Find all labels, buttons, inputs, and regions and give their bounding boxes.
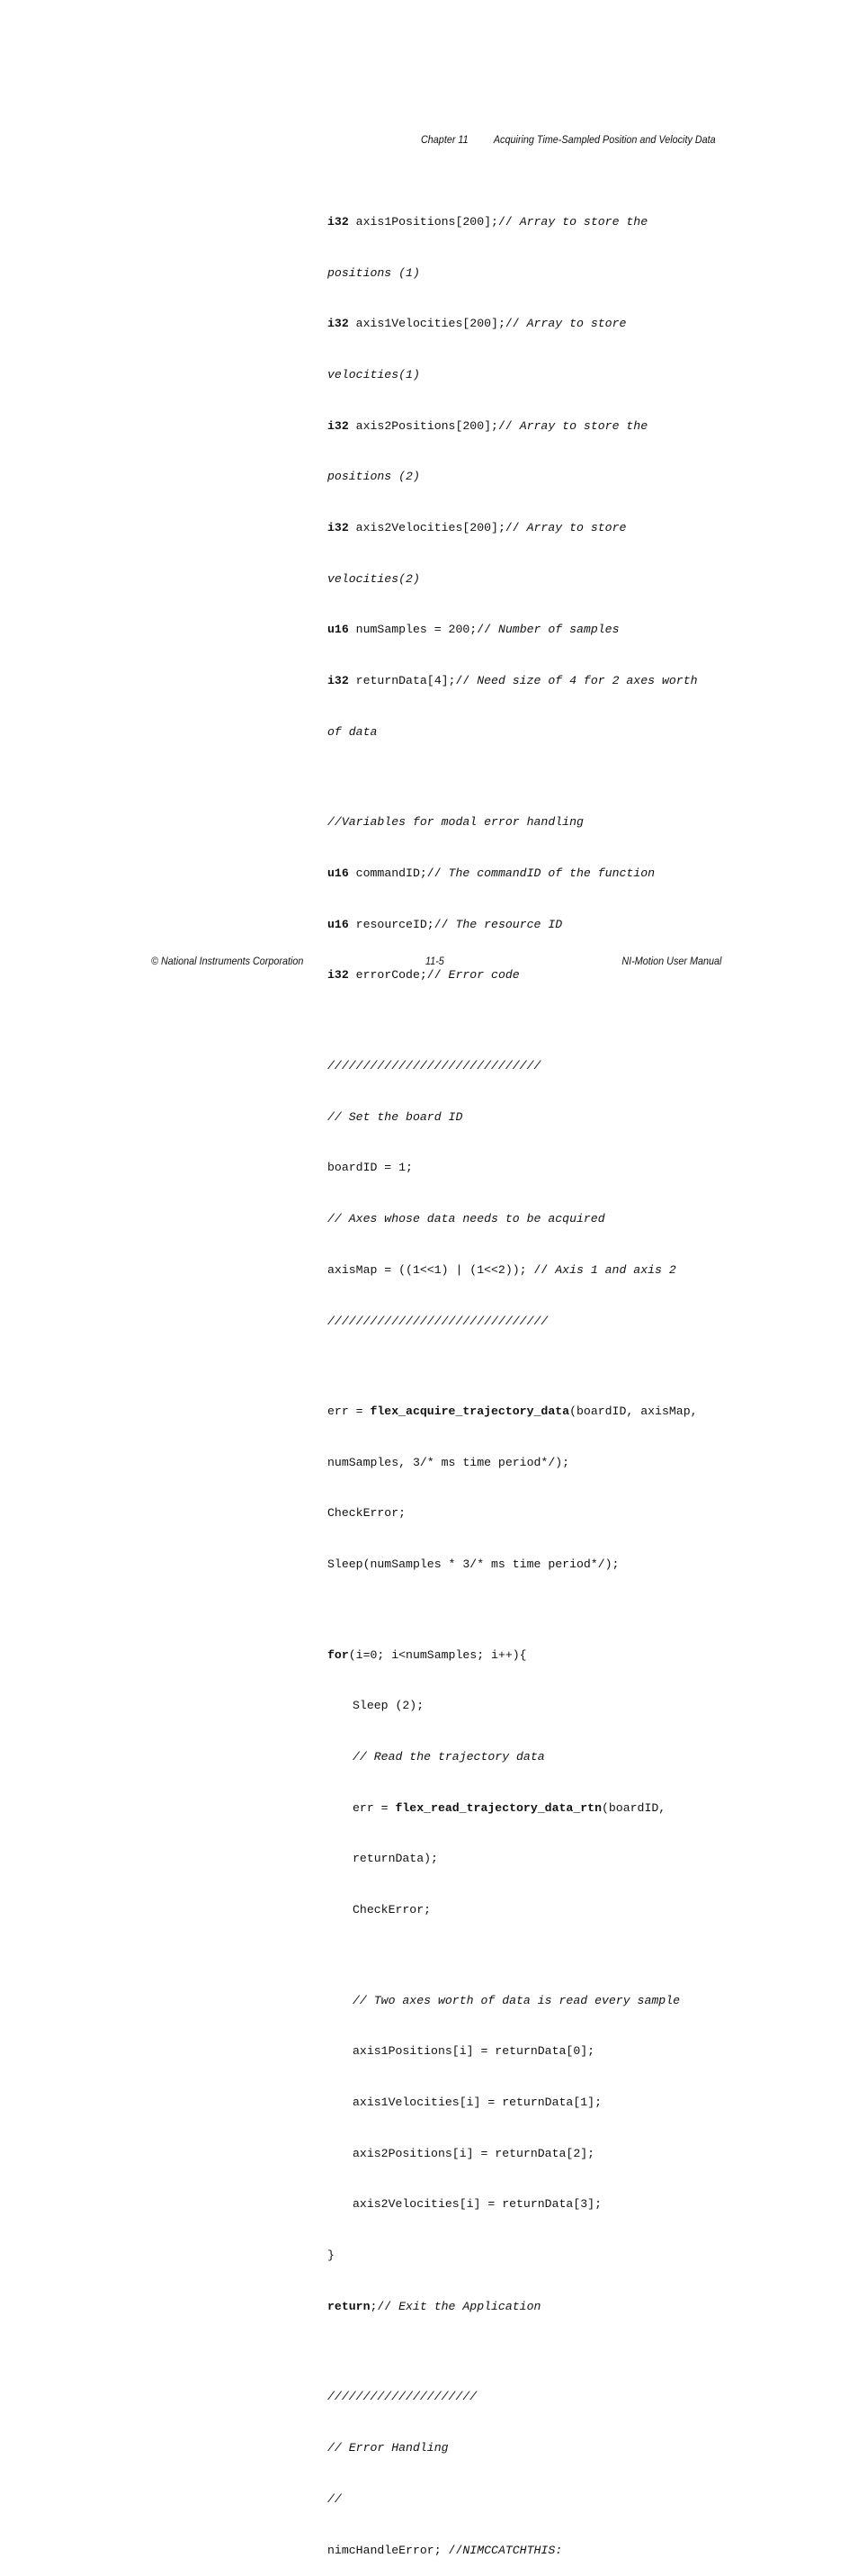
code-line: positions (2): [327, 470, 420, 484]
code-line: of data: [327, 724, 378, 739]
code-line: err = flex_read_trajectory_data_rtn(boardID,: [353, 1800, 666, 1815]
running-header: [421, 133, 716, 146]
code-line: i32 axis1Positions[200];// Array to store the: [327, 214, 648, 229]
code-line: /////////////////////: [327, 2390, 478, 2404]
code-line: axis2Positions[i] = returnData[2];: [353, 2146, 595, 2160]
code-line: boardID = 1;: [327, 1161, 413, 1175]
code-line: u16 resourceID;// The resource ID: [327, 917, 563, 931]
code-line: CheckError;: [353, 1903, 432, 1917]
code-line: axis1Velocities[i] = returnData[1];: [353, 2096, 602, 2110]
code-line: returnData);: [353, 1852, 438, 1866]
code-line: axisMap = ((1<<1) | (1<<2)); // Axis 1 and axis 2: [327, 1262, 676, 1277]
code-line: u16 numSamples = 200;// Number of samples: [327, 623, 620, 637]
code-line: i32 axis2Positions[200];// Array to store the: [327, 418, 648, 433]
code-line: return;// Exit the Application: [327, 2299, 541, 2313]
code-line: Sleep (2);: [353, 1699, 425, 1713]
code-line: //////////////////////////////: [327, 1058, 541, 1073]
chapter-title: Acquiring Time-Sampled Position and Velocity Data: [493, 133, 716, 146]
footer-copyright: © National Instruments Corporation: [151, 955, 304, 967]
code-line: axis1Positions[i] = returnData[0];: [353, 2044, 595, 2059]
code-line: ///////////////////////////////: [327, 1314, 549, 1328]
code-line: u16 commandID;// The commandID of the function: [327, 866, 656, 881]
code-line: }: [327, 2248, 335, 2263]
code-line: numSamples, 3/* ms time period*/);: [327, 1455, 570, 1469]
chapter-label: Chapter 11: [421, 133, 469, 146]
code-line: // Set the board ID: [327, 1109, 463, 1124]
code-line: Sleep(numSamples * 3/* ms time period*/);: [327, 1557, 620, 1572]
code-line: // Axes whose data needs to be acquired: [327, 1212, 605, 1226]
code-line: i32 axis2Velocities[200];// Array to store: [327, 521, 627, 535]
code-line: i32 returnData[4];// Need size of 4 for 2 axes worth: [327, 674, 698, 688]
code-line: i32 axis1Velocities[200];// Array to store: [327, 317, 627, 331]
code-line: velocities(1): [327, 367, 420, 381]
manual-title: NI-Motion User Manual: [621, 955, 721, 967]
code-line: // Two axes worth of data is read every sample: [353, 1993, 681, 2007]
code-line: //Variables for modal error handling: [327, 815, 584, 830]
code-line: err = flex_acquire_trajectory_data(boardID, axisMap,: [327, 1405, 698, 1419]
code-line: // Read the trajectory data: [353, 1750, 545, 1764]
code-line: CheckError;: [327, 1506, 407, 1521]
code-line: //: [327, 2491, 342, 2506]
code-listing: [327, 180, 732, 2576]
code-line: positions (1): [327, 265, 420, 280]
code-line: nimcHandleError; //NIMCCATCHTHIS:: [327, 2543, 563, 2557]
code-line: i32 errorCode;// Error code: [327, 968, 520, 983]
page-number: 11-5: [425, 955, 444, 967]
code-line: velocities(2): [327, 571, 420, 586]
code-line: axis2Velocities[i] = returnData[3];: [353, 2197, 602, 2212]
code-line: // Error Handling: [327, 2441, 449, 2455]
code-line: for(i=0; i<numSamples; i++){: [327, 1647, 527, 1662]
